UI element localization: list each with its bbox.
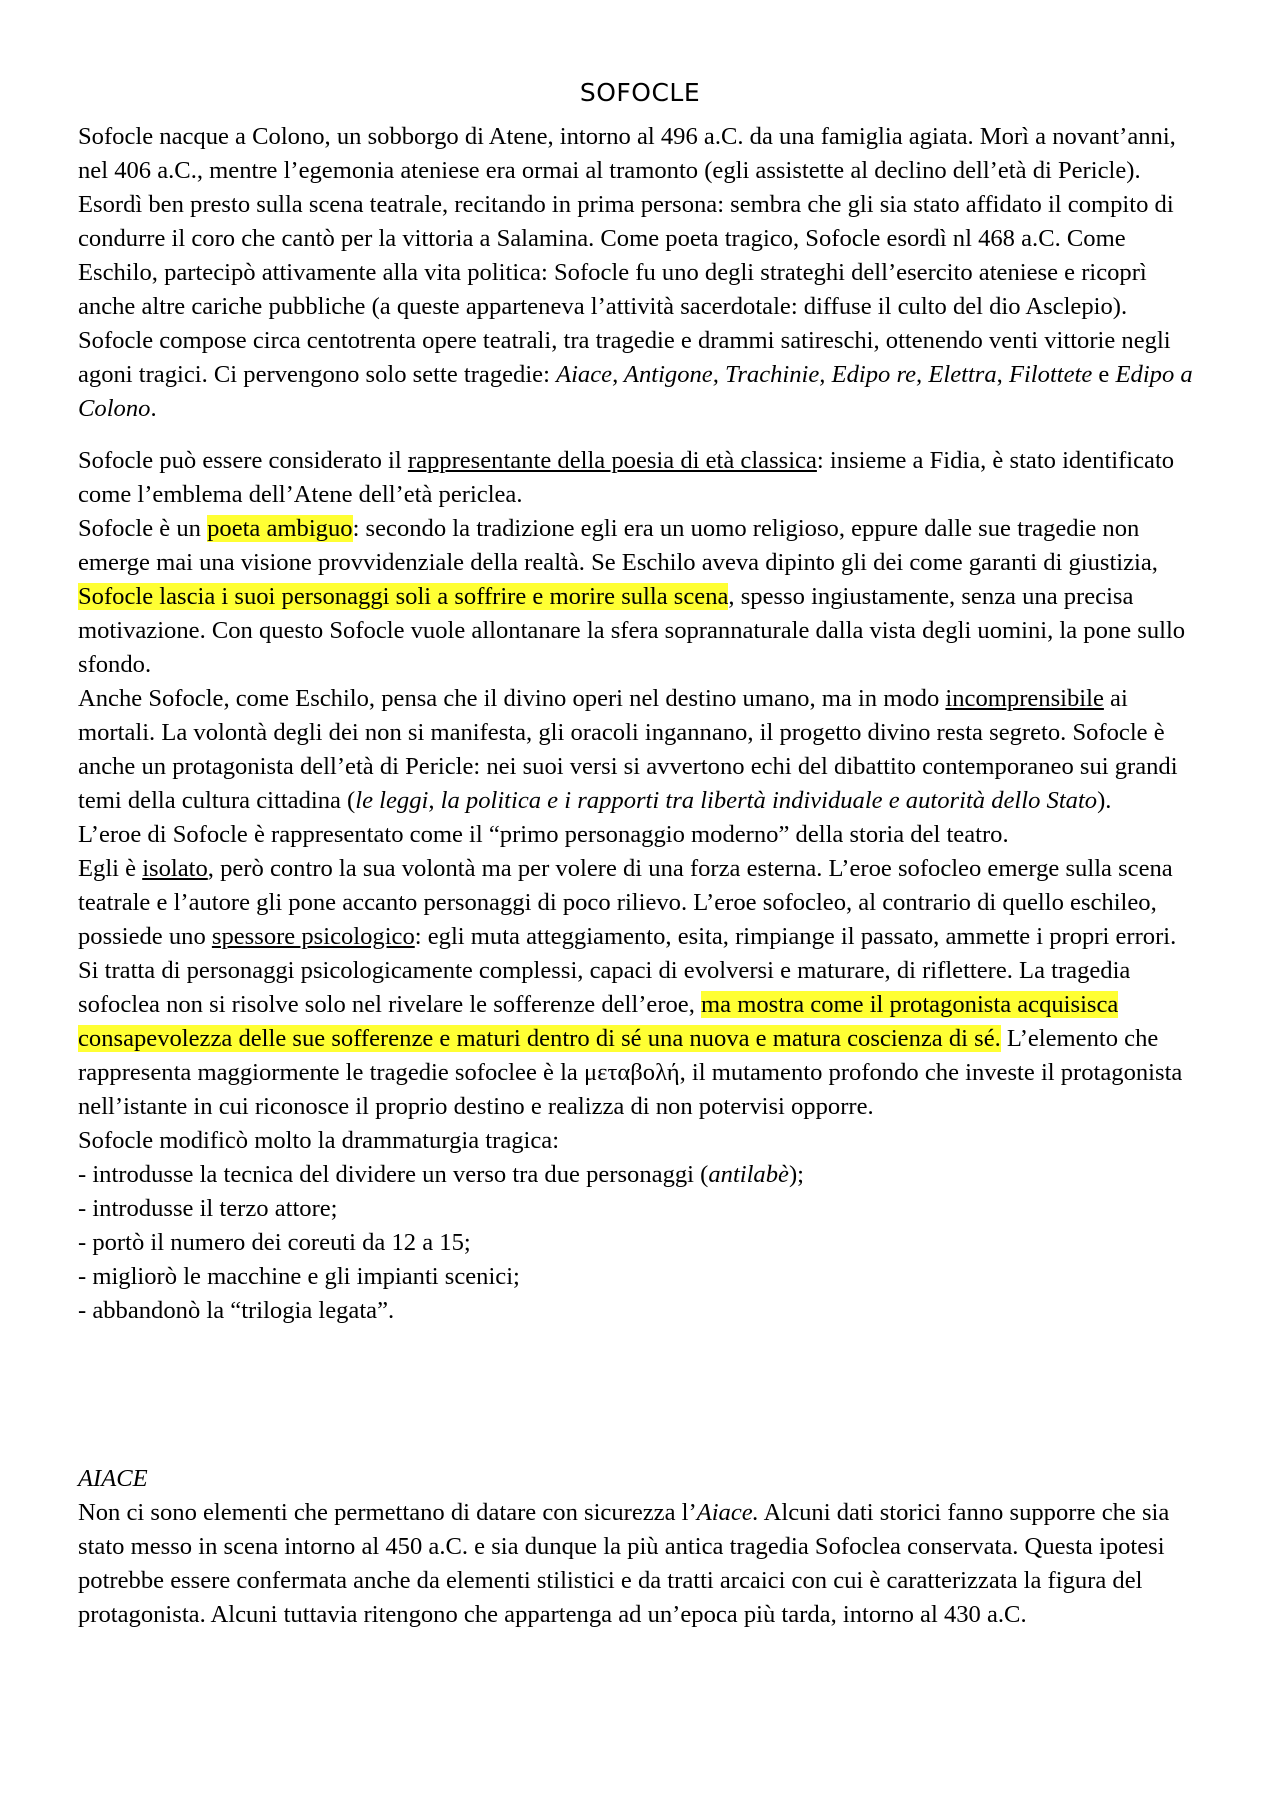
list-item: - abbandonò la “trilogia legata”. (78, 1297, 395, 1324)
italic-phrase: le leggi, la politica e i rapporti tra libertà individuale e autorità dello Stato (355, 787, 1098, 814)
section-gap (78, 1328, 1202, 1462)
underlined-phrase: isolato (142, 855, 208, 882)
underlined-phrase: rappresentante della poesia di età classica (407, 447, 817, 474)
highlighted-phrase: ma mostra come il protagonista acquisisca consapevolezza delle sue sofferenze e maturi dentro di sé una nuova e matura coscienza di sé. (78, 991, 1119, 1052)
list-item: - introdusse il terzo attore; (78, 1195, 338, 1222)
page-title: SOFOCLE (579, 78, 701, 107)
changes-list (78, 1158, 1202, 1328)
highlighted-phrase: Sofocle lascia i suoi personaggi soli a soffrire e morire sulla scena (78, 583, 729, 610)
hero-line: L’eroe di Sofocle è rappresentato come il “primo personaggio moderno” della storia del teatro. (78, 821, 1009, 848)
list-item: - introdusse la tecnica del dividere un verso tra due personaggi (antilabè); (78, 1161, 804, 1188)
highlighted-phrase: poeta ambiguo (207, 515, 353, 542)
underlined-phrase: incomprensibile (945, 685, 1104, 712)
intro-text: Sofocle nacque a Colono, un sobborgo di Atene, intorno al 496 a.C. da una famiglia agiata. Morì a novant’anni, nel 406 a.C., mentre l’egemonia ateniese era ormai al tramonto (egli assistette al declino dell’età di Pericle). Esordì ben presto sulla scena teatrale, recitando in prima persona: sembra che gli sia stato affidato il compito di condurre il coro che cantò per la vittoria a Salamina. Come poeta tragico, Sofocle esordì nl 468 a.C. Come Eschilo, partecipò attivamente alla vita politica: Sofocle fu uno degli strateghi dell’esercito ateniese e ricoprì anche altre cariche pubbliche (a queste apparteneva l’attività sacerdotale: diffuse il culto del dio Asclepio). (78, 123, 1176, 320)
aiace-paragraph: Non ci sono elementi che permettano di datare con sicurezza l’Aiace. Alcuni dati storici fanno supporre che sia stato messo in scena intorno al 450 a.C. e sia dunque la più antica tragedia Sofoclea conservata. Questa ipotesi potrebbe essere confermata anche da elementi stilistici e da tratti arcaici con cui è caratterizzata la figura del protagonista. Alcuni tuttavia ritengono che appartenga ad un’epoca più tarda, intorno al 430 a.C. (78, 1499, 1170, 1628)
section-heading-aiace: AIACE (78, 1465, 148, 1492)
list-item: - portò il numero dei coreuti da 12 a 15; (78, 1229, 471, 1256)
paragraph-gap (78, 426, 1202, 444)
intro-paragraph (78, 120, 1202, 324)
underlined-phrase: spessore psicologico (211, 923, 415, 950)
divine-paragraph: Anche Sofocle, come Eschilo, pensa che il divino operi nel destino umano, ma in modo incomprensibile ai mortali. La volontà degli dei non si manifesta, gli oracoli ingannano, il progetto divino resta segreto. Sofocle è anche un protagonista dell’età di Pericle: nei suoi versi si avvertono echi del dibattito contemporaneo sui grandi temi della cultura cittadina (le leggi, la politica e i rapporti tra libertà individuale e autorità dello Stato). (78, 685, 1178, 814)
changes-intro: Sofocle modificò molto la drammaturgia tragica: (78, 1127, 560, 1154)
list-item: - migliorò le macchine e gli impianti scenici; (78, 1263, 520, 1290)
works-titles: Aiace, Antigone, Trachinie, Edipo re, Elettra (556, 361, 997, 388)
ambiguous-poet-paragraph: Sofocle è un poeta ambiguo: secondo la tradizione egli era un uomo religioso, eppure dalle sue tragedie non emerge mai una visione provvidenziale della realtà. Se Eschilo aveva dipinto gli dei come garanti di giustizia, Sofocle lascia i suoi personaggi soli a soffrire e morire sulla scena, spesso ingiustamente, senza una precisa motivazione. Con questo Sofocle vuole allontanare la sfera soprannaturale dalla vista degli uomini, la pone sullo sfondo. (78, 515, 1186, 678)
works-paragraph: Sofocle compose circa centotrenta opere teatrali, tra tragedie e drammi satireschi, ottenendo venti vittorie negli agoni tragici. Ci pervengono solo sette tragedie: Aiace, Antigone, Trachinie, Edipo re, Elettra, Filottete e Edipo a Colono. (78, 327, 1193, 422)
hero-paragraph: Egli è isolato, però contro la sua volontà ma per volere di una forza esterna. L’eroe sofocleo emerge sulla scena teatrale e l’autore gli pone accanto personaggi di poco rilievo. L’eroe sofocleo, al contrario di quello eschileo, possiede uno spessore psicologico: egli muta atteggiamento, esita, rimpiange il passato, ammette i propri errori. Si tratta di personaggi psicologicamente complessi, capaci di evolversi e maturare, di riflettere. La tragedia sofoclea non si risolve solo nel rivelare le sofferenze dell’eroe, ma mostra come il protagonista acquisisca consapevolezza delle sue sofferenze e maturi dentro di sé una nuova e matura coscienza di sé. L’elemento che rappresenta maggiormente le tragedie sofoclee è la μεταβολή, il mutamento profondo che investe il protagonista nell’istante in cui riconosce il proprio destino e realizza di non potervisi opporre. (78, 855, 1183, 1120)
classical-paragraph: Sofocle può essere considerato il rappresentante della poesia di età classica: insieme a Fidia, è stato identificato come l’emblema dell’Atene dell’età periclea. (78, 447, 1175, 508)
